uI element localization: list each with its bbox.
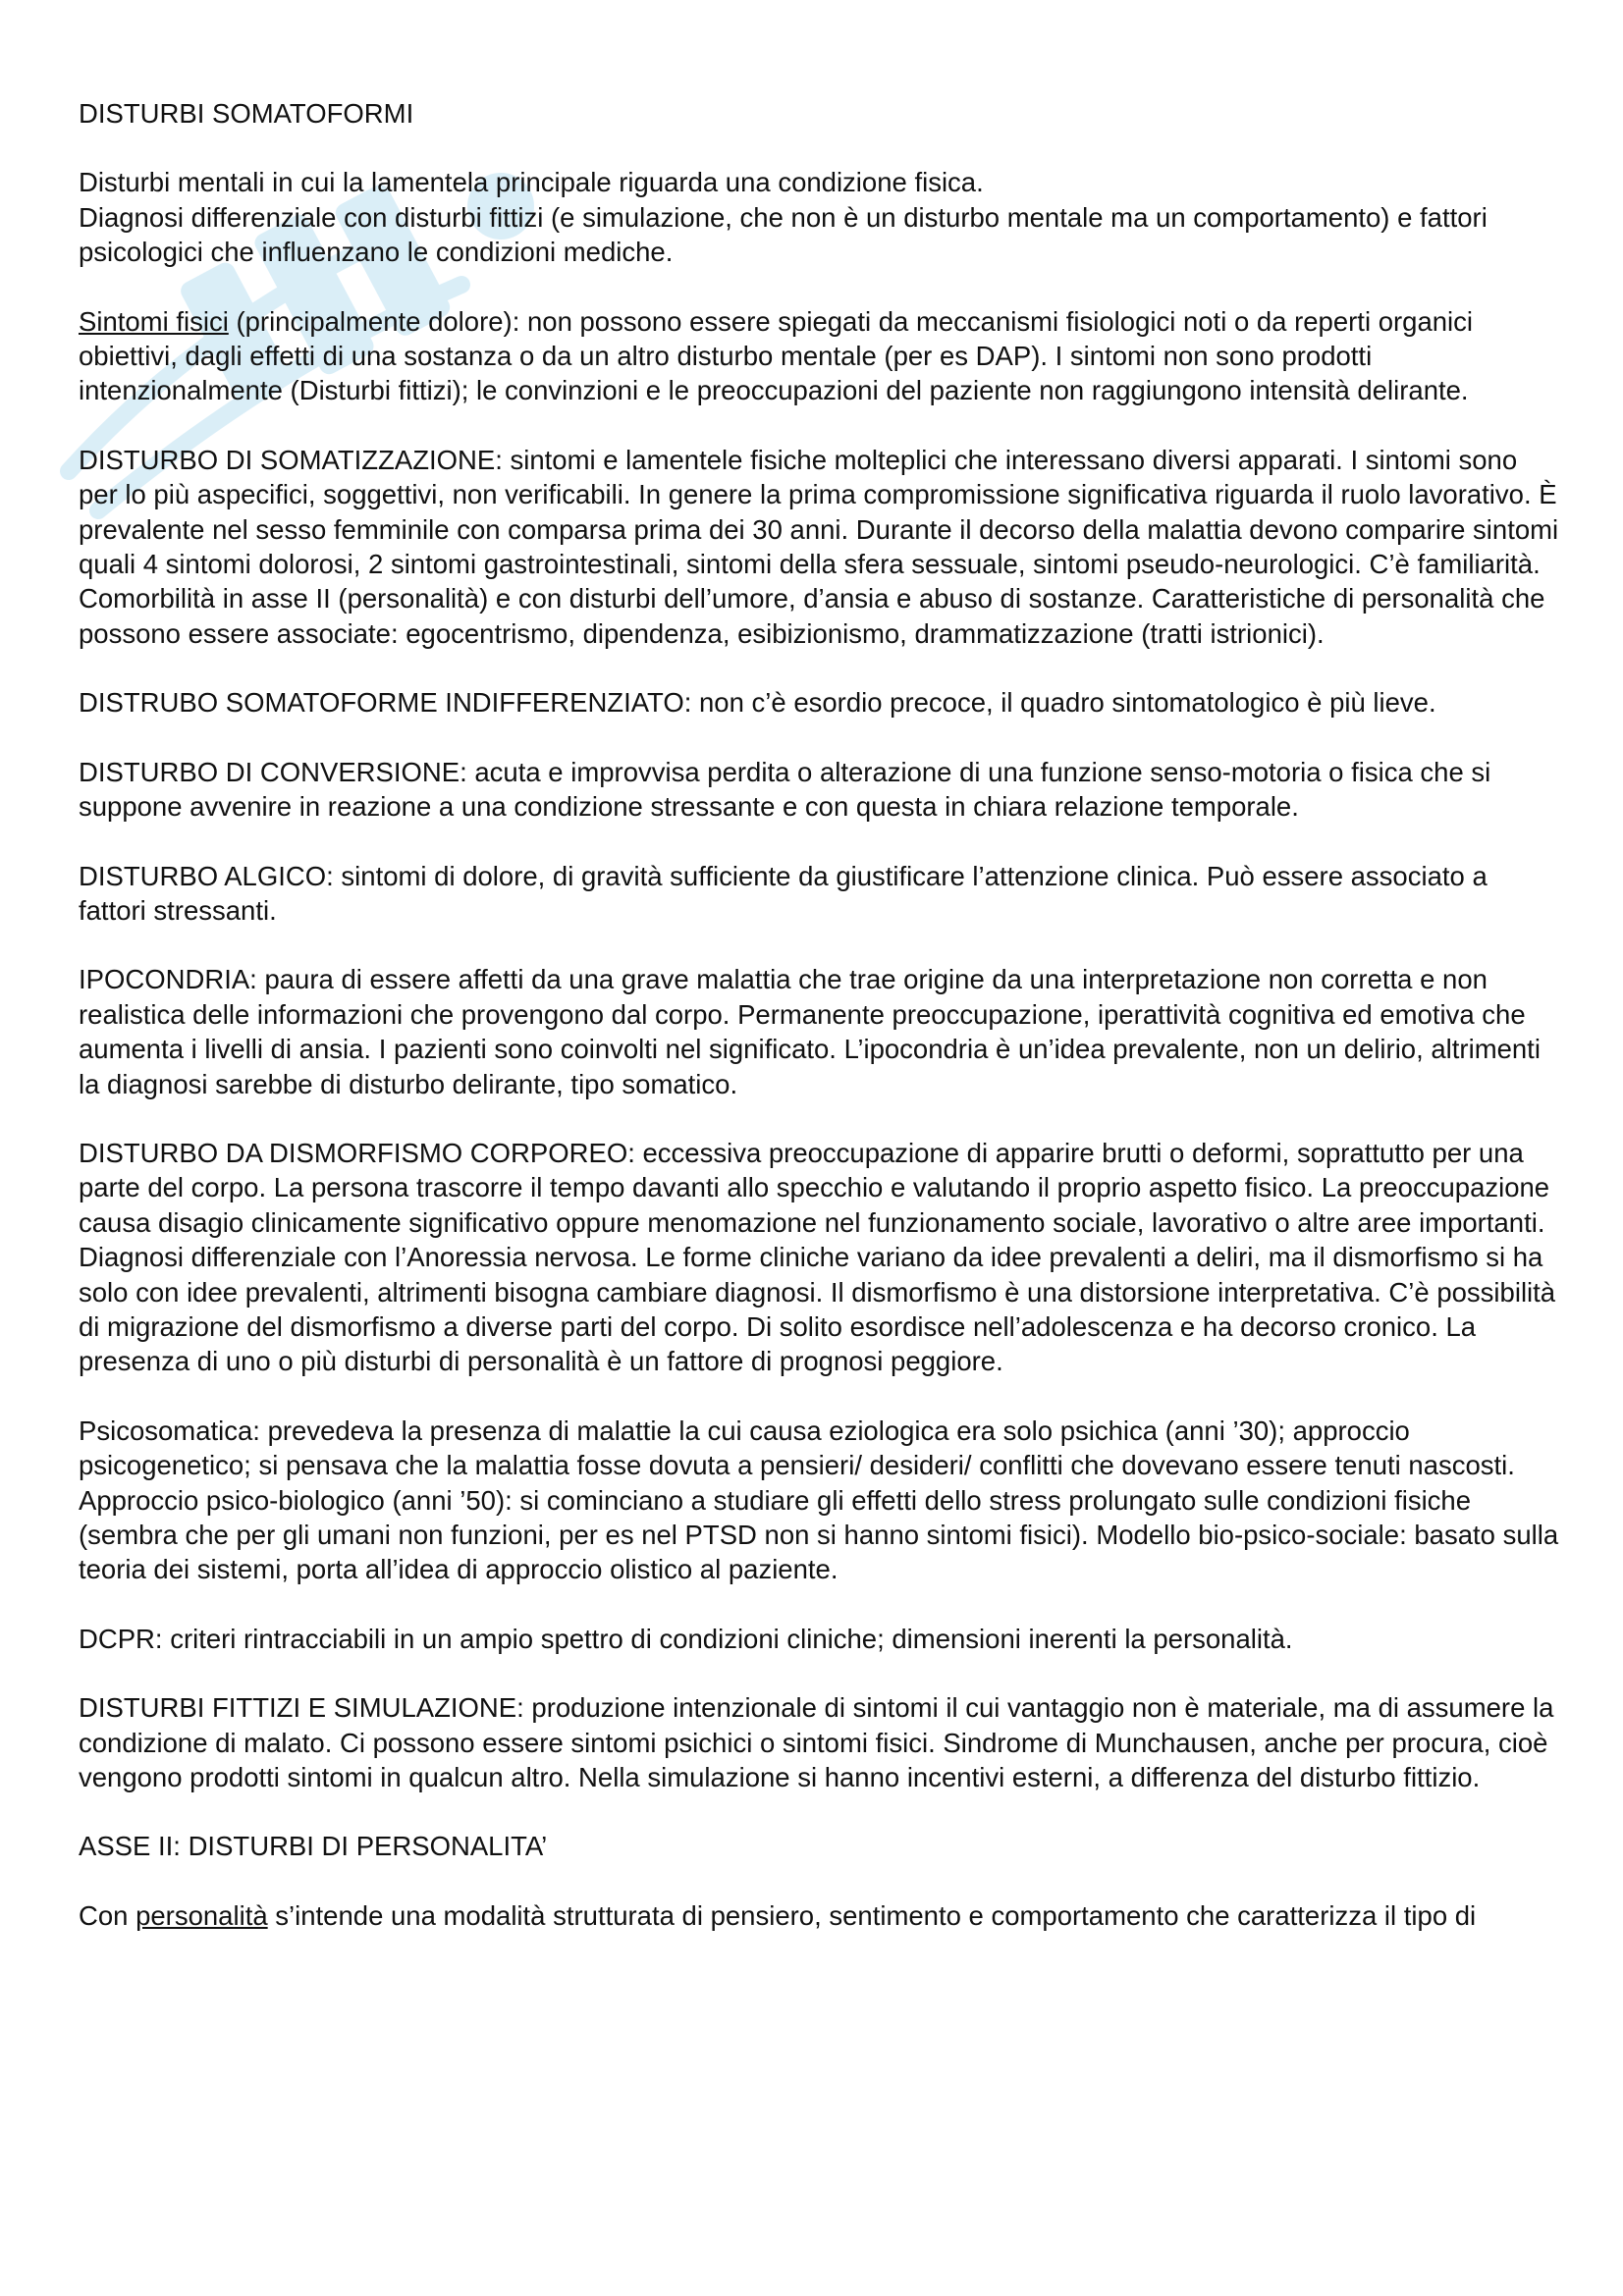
paragraph-dcpr: DCPR: criteri rintracciabili in un ampio spettro di condizioni cliniche; dimensioni inerenti la personalità. [79,1623,1293,1654]
underlined-term: Sintomi fisici [79,305,229,337]
paragraph-conversione: DISTURBO DI CONVERSIONE: acuta e improvvisa perdita o alterazione di una funzione senso-motoria o fisica che si suppone avvenire in reazione a una condizione stressante e con questa in chiara relazione temporale. [79,756,1491,823]
paragraph-fittizi: DISTURBI FITTIZI E SIMULAZIONE: produzione intenzionale di sintomi il cui vantaggio non è materiale, ma di assumere la condizione di malato. Ci possono essere sintomi psichici o sintomi fisici. Sindrome di Munchausen, anche per procura, cioè vengono prodotti sintomi in qualcun altro. Nella simulazione si hanno incentivi esterni, a differenza del disturbo fittizio. [79,1692,1554,1793]
underlined-term: personalità [135,1899,268,1931]
document-body [79,96,1561,1967]
paragraph-ipocondria: IPOCONDRIA: paura di essere affetti da una grave malattia che trae origine da una interpretazione non corretta e non realistica delle informazioni che provengono dal corpo. Permanente preoccupazione, iperattività cognitiva ed emotiva che aumenta i livelli di ansia. I pazienti sono coinvolti nel significato. L’ipocondria è un’idea prevalente, non un delirio, altrimenti la diagnosi sarebbe di disturbo delirante, tipo somatico. [79,964,1541,1099]
paragraph-algico: DISTURBO ALGICO: sintomi di dolore, di gravità sufficiente da giustificare l’attenzione clinica. Può essere associato a fattori stressanti. [79,860,1488,926]
heading-disturbi-somatoformi: DISTURBI SOMATOFORMI [79,98,414,129]
paragraph-indifferenziato: DISTRUBO SOMATOFORME INDIFFERENZIATO: non c’è esordio precoce, il quadro sintomatologico è più lieve. [79,687,1436,719]
paragraph-sintomi-fisici: Sintomi fisici (principalmente dolore): non possono essere spiegati da meccanismi fisiologici noti o da reperti organici obiettivi, dagli effetti di una sostanza o da un altro disturbo mentale (per es DAP). I sintomi non sono prodotti intenzionalmente (Disturbi fittizi); le convinzioni e le preoccupazioni del paziente non raggiungono intensità delirante. [79,305,1474,406]
paragraph-psicosomatica: Psicosomatica: prevedeva la presenza di malattie la cui causa eziologica era solo psichica (anni ’30); approccio psicogenetico; si pensava che la malattia fosse dovuta a pensieri/ desideri/ conflitti che dovevano essere tenuti nascosti. Approccio psico-biologico (anni ’50): si cominciano a studiare gli effetti dello stress prolungato sulle condizioni fisiche (sembra che per gli umani non funzioni, per es nel PTSD non si hanno sintomi fisici). Modello bio-psico-sociale: basato sulla teoria dei sistemi, porta all’idea di approccio olistico al paziente. [79,1415,1559,1585]
paragraph-intro: Disturbi mentali in cui la lamentela principale riguarda una condizione fisica. Diagnosi differenziale con disturbi fittizi (e simulazione, che non è un disturbo mentale ma un comportamento) e fattori psicologici che influenzano le condizioni mediche. [79,167,1488,268]
paragraph-dismorfismo: DISTURBO DA DISMORFISMO CORPOREO: eccessiva preoccupazione di apparire brutti o deformi, soprattutto per una parte del corpo. La persona trascorre il tempo davanti allo specchio e valutando il proprio aspetto fisico. La preoccupazione causa disagio clinicamente significativo oppure menomazione nel funzionamento sociale, lavorativo o altre aree importanti. Diagnosi differenziale con l’Anoressia nervosa. Le forme cliniche variano da idee prevalenti a deliri, ma il dismorfismo si ha solo con idee prevalenti, altrimenti bisogna cambiare diagnosi. Il dismorfismo è una distorsione interpretativa. C’è possibilità di migrazione del dismorfismo a diverse parti del corpo. Di solito esordisce nell’adolescenza e ha decorso cronico. La presenza di uno o più disturbi di personalità è un fattore di prognosi peggiore. [79,1137,1556,1377]
paragraph-somatizzazione: DISTURBO DI SOMATIZZAZIONE: sintomi e lamentele fisiche molteplici che interessano diversi apparati. I sintomi sono per lo più aspecifici, soggettivi, non verificabili. In genere la prima compromissione significativa riguarda il ruolo lavorativo. È prevalente nel sesso femminile con comparsa prima dei 30 anni. Durante il decorso della malattia devono comparire sintomi quali 4 sintomi dolorosi, 2 sintomi gastrointestinali, sintomi della sfera sessuale, sintomi pseudo-neurologici. C’è familiarità. Comorbilità in asse II (personalità) e con disturbi dell’umore, d’ansia e abuso di sostanze. Caratteristiche di personalità che possono essere associate: egocentrismo, dipendenza, esibizionismo, drammatizzazione (tratti istrionici). [79,444,1559,649]
paragraph-personalita: Con personalità s’intende una modalità strutturata di pensiero, sentimento e comportamento che caratterizza il tipo di [79,1899,1477,1931]
heading-asse-ii: ASSE II: DISTURBI DI PERSONALITA’ [79,1831,548,1862]
